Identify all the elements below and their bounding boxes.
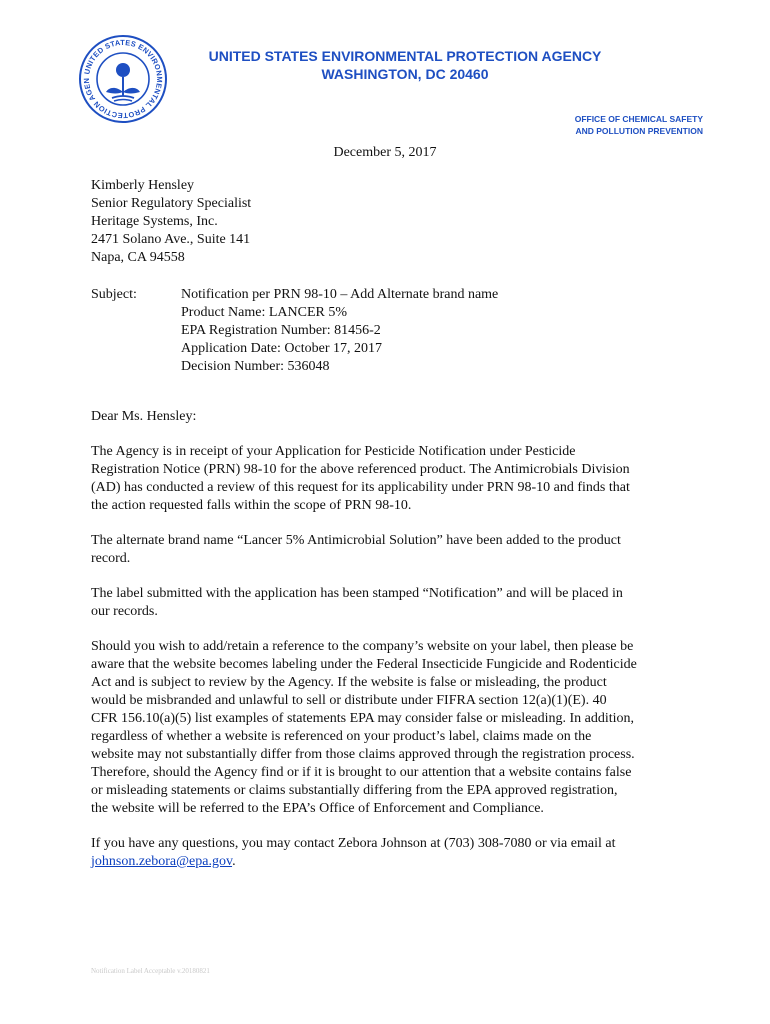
contact-line: If you have any questions, you may contact Zebora Johnson at (703) 308-7080 or via email at bbox=[91, 836, 616, 851]
body-line: (AD) has conducted a review of this request for its applicability under PRN 98-10 and finds that bbox=[91, 480, 630, 495]
epa-seal-logo bbox=[78, 34, 168, 124]
body-line: Act and is subject to review by the Agency. If the website is false or misleading, the product bbox=[91, 675, 607, 690]
recipient-city: Napa, CA 94558 bbox=[91, 250, 185, 265]
body-line: the website will be referred to the EPA’s Office of Enforcement and Compliance. bbox=[91, 801, 544, 816]
agency-header bbox=[160, 47, 650, 83]
footer-note: Notification Label Acceptable v.20180821 bbox=[91, 967, 210, 975]
body-line: website may not substantially differ from those claims approved through the registration process. bbox=[91, 747, 635, 762]
subject-registration-number: EPA Registration Number: 81456-2 bbox=[181, 323, 381, 338]
svg-text:UNITED STATES ENVIRONMENTAL PR: UNITED STATES ENVIRONMENTAL PROTECTION AGEN bbox=[81, 37, 165, 121]
contact-period: . bbox=[232, 854, 236, 869]
subject-line: Notification per PRN 98-10 – Add Alternate brand name bbox=[181, 287, 499, 302]
body-line: our records. bbox=[91, 604, 158, 619]
paragraph-brand-name bbox=[91, 532, 691, 568]
letter-date: December 5, 2017 bbox=[333, 145, 437, 160]
greeting: Dear Ms. Hensley: bbox=[91, 409, 197, 424]
office-line-1: OFFICE OF CHEMICAL SAFETY bbox=[574, 114, 703, 124]
letter-body bbox=[91, 443, 691, 888]
subject-application-date: Application Date: October 17, 2017 bbox=[181, 341, 383, 356]
recipient-address bbox=[91, 177, 251, 267]
body-line: Should you wish to add/retain a reference to the company’s website on your label, then please be bbox=[91, 639, 634, 654]
agency-address: WASHINGTON, DC 20460 bbox=[321, 66, 489, 82]
subject-product-name: Product Name: LANCER 5% bbox=[181, 305, 348, 320]
body-line: CFR 156.10(a)(5) list examples of statements EPA may consider false or misleading. In addition, bbox=[91, 711, 635, 726]
subject-block bbox=[181, 286, 498, 376]
subject-label: Subject: bbox=[91, 287, 137, 302]
body-line: The alternate brand name “Lancer 5% Antimicrobial Solution” have been added to the product bbox=[91, 533, 621, 548]
office-header bbox=[575, 113, 703, 137]
body-line: aware that the website becomes labeling under the Federal Insecticide Fungicide and Rodenticide bbox=[91, 657, 637, 672]
body-line: regardless of whether a website is referenced on your product’s label, claims made on the bbox=[91, 729, 592, 744]
paragraph-receipt bbox=[91, 443, 691, 515]
recipient-company: Heritage Systems, Inc. bbox=[91, 214, 218, 229]
body-line: record. bbox=[91, 551, 131, 566]
body-line: the action requested falls within the scope of PRN 98-10. bbox=[91, 498, 412, 513]
paragraph-website bbox=[91, 638, 691, 818]
recipient-street: 2471 Solano Ave., Suite 141 bbox=[91, 232, 251, 247]
body-line: or misleading statements or claims substantially differing from the EPA approved registration, bbox=[91, 783, 618, 798]
recipient-title: Senior Regulatory Specialist bbox=[91, 196, 252, 211]
body-line: would be misbranded and unlawful to sell or distribute under FIFRA section 12(a)(1)(E). 40 bbox=[91, 693, 607, 708]
paragraph-label-stamp bbox=[91, 585, 691, 621]
body-line: The Agency is in receipt of your Application for Pesticide Notification under Pesticide bbox=[91, 444, 576, 459]
body-line: The label submitted with the application has been stamped “Notification” and will be placed in bbox=[91, 586, 623, 601]
office-line-2: AND POLLUTION PREVENTION bbox=[575, 126, 703, 136]
recipient-name: Kimberly Hensley bbox=[91, 178, 195, 193]
subject-decision-number: Decision Number: 536048 bbox=[181, 359, 330, 374]
contact-email-line bbox=[91, 853, 691, 871]
agency-name: UNITED STATES ENVIRONMENTAL PROTECTION AGENCY bbox=[208, 48, 602, 64]
body-line: Registration Notice (PRN) 98-10 for the above referenced product. The Antimicrobials Division bbox=[91, 462, 630, 477]
contact-email-link[interactable]: johnson.zebora@epa.gov bbox=[91, 854, 233, 869]
body-line: Therefore, should the Agency find or if it is brought to our attention that a website contains false bbox=[91, 765, 632, 780]
paragraph-contact bbox=[91, 835, 691, 871]
